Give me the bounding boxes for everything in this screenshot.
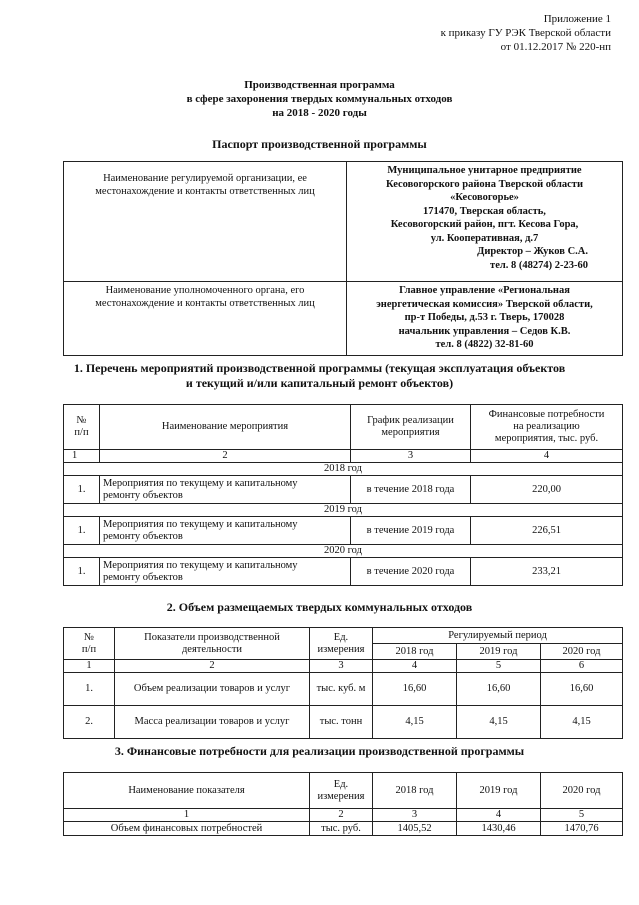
header-indicator [115,628,310,660]
row-name: Объем финансовых потребностей [64,822,310,836]
passport-row [64,162,623,282]
passport-value-line: Главное управление «Региональная [399,285,570,296]
header-year-2020: 2020 год [541,773,623,809]
row-name-line: Мероприятия по текущему и капитальному [103,559,298,571]
document-title [0,78,639,120]
header-line: измерения [317,643,365,655]
row-value: 226,51 [471,517,623,545]
row-name [100,517,351,545]
section1-table [63,404,623,586]
passport-value-line: «Кесовогорье» [450,192,519,203]
column-number: 1 [64,450,100,463]
row-name-line: ремонту объектов [103,571,183,583]
passport-label-cell [64,162,347,282]
column-number: 2 [310,809,373,822]
row-value-2018: 16,60 [373,673,457,706]
passport-row [64,282,623,356]
column-number: 5 [457,660,541,673]
title-line-2: в сфере захоронения твердых коммунальных отходов [186,93,453,105]
appendix-line-3: от 01.12.2017 № 220-нп [500,41,611,53]
table-row [64,476,623,504]
row-num: 1. [64,558,100,586]
row-unit: тыс. тонн [310,706,373,739]
year-row [64,504,623,517]
row-name-line: Мероприятия по текущему и капитальному [103,518,298,530]
passport-value-line: тел. 8 (4822) 32-81-60 [435,339,534,350]
header-line: № [76,415,87,426]
header-year-2019: 2019 год [457,773,541,809]
section1-heading [0,361,639,391]
row-name-line: ремонту объектов [103,489,183,501]
passport-value-line: ул. Кооперативная, д.7 [430,232,539,244]
header-schedule [351,405,471,450]
row-value-2019: 4,15 [457,706,541,739]
passport-value-line: пр-т Победы, д.53 г. Тверь, 170028 [404,312,565,323]
column-number: 4 [471,450,623,463]
header-period: Регулируемый период [373,628,623,644]
passport-label-line: местонахождение и контакты ответственных лиц [95,186,315,197]
header-line: на реализацию [513,421,580,432]
passport-value-cell [347,282,623,356]
passport-value-line: Муниципальное унитарное предприятие [387,165,582,176]
row-schedule: в течение 2020 года [351,558,471,586]
header-line: № [83,631,95,643]
passport-table [63,161,623,356]
section3-table [63,772,623,836]
passport-heading: Паспорт производственной программы [212,137,427,151]
column-number: 2 [115,660,310,673]
section1-heading-line: и текущий и/или капитальный ремонт объектов) [185,376,454,390]
row-value-2018: 1405,52 [373,822,457,836]
table-header-row [64,773,623,809]
passport-label-line: Наименование уполномоченного органа, его [105,285,305,296]
header-num [64,628,115,660]
row-value-2020: 4,15 [541,706,623,739]
header-line: Показатели производственной [144,631,280,643]
row-name: Объем реализации товаров и услуг [115,673,310,706]
table-row [64,822,623,836]
appendix-line-2: к приказу ГУ РЭК Тверской области [440,27,611,39]
column-number: 5 [541,809,623,822]
table-header-row [64,628,623,644]
header-finance [471,405,623,450]
passport-label-line: Наименование регулируемой организации, ее [103,173,307,184]
header-year-2019: 2019 год [457,644,541,660]
column-number-row [64,450,623,463]
header-line: мероприятия, тыс. руб. [494,433,599,444]
section2-heading: 2. Объем размещаемых твердых коммунальных отходов [166,600,473,614]
year-label: 2019 год [64,504,623,517]
table-row [64,706,623,739]
header-line: п/п [74,427,89,438]
column-number: 4 [457,809,541,822]
row-schedule: в течение 2018 года [351,476,471,504]
header-line: п/п [81,643,97,655]
title-line-3: на 2018 - 2020 годы [272,107,367,119]
row-num: 1. [64,476,100,504]
passport-value-line: 171470, Тверская область, [423,205,546,217]
header-num [64,405,100,450]
passport-label-cell [64,282,347,356]
header-year-2020: 2020 год [541,644,623,660]
column-number-row [64,809,623,822]
title-line-1: Производственная программа [244,79,395,91]
row-unit: тыс. куб. м [310,673,373,706]
passport-value-line: Кесовогорский район, пгт. Кесова Гора, [390,219,579,230]
year-row [64,545,623,558]
passport-value-line: энергетическая комиссия» Тверской области, [376,298,593,310]
column-number: 6 [541,660,623,673]
row-value-2018: 4,15 [373,706,457,739]
row-name-line: ремонту объектов [103,530,183,542]
passport-label-line: местонахождение и контакты ответственных лиц [95,298,315,309]
row-name-line: Мероприятия по текущему и капитальному [103,477,298,489]
table-row [64,673,623,706]
column-number: 3 [351,450,471,463]
column-number-row [64,660,623,673]
column-number: 3 [310,660,373,673]
row-name [100,558,351,586]
row-name [100,476,351,504]
passport-value-line: тел. 8 (48274) 2-23-60 [490,259,588,271]
row-value: 233,21 [471,558,623,586]
row-value-2020: 1470,76 [541,822,623,836]
header-line: деятельности [181,643,243,655]
row-value: 220,00 [471,476,623,504]
passport-value-line: Кесовогорского района Тверской области [385,178,583,190]
header-unit [310,773,373,809]
header-year-2018: 2018 год [373,644,457,660]
appendix-line-1: Приложение 1 [543,13,611,25]
row-schedule: в течение 2019 года [351,517,471,545]
section2-table [63,627,623,739]
passport-value-line: Директор – Жуков С.А. [477,246,588,257]
header-line: Ед. [333,778,349,790]
header-name: Наименование мероприятия [100,405,351,450]
row-value-2019: 16,60 [457,673,541,706]
appendix-block [441,12,611,54]
row-unit: тыс. руб. [310,822,373,836]
header-line: Финансовые потребности [488,409,605,420]
passport-value-line: начальник управления – Седов К.В. [398,325,571,337]
column-number: 2 [100,450,351,463]
header-year-2018: 2018 год [373,773,457,809]
column-number: 3 [373,809,457,822]
row-value-2019: 1430,46 [457,822,541,836]
table-row [64,517,623,545]
year-label: 2018 год [64,463,623,476]
section3-heading: 3. Финансовые потребности для реализации производственной программы [114,744,525,758]
row-value-2020: 16,60 [541,673,623,706]
row-name: Масса реализации товаров и услуг [115,706,310,739]
header-line: мероприятия [381,427,440,438]
year-label: 2020 год [64,545,623,558]
header-name: Наименование показателя [64,773,310,809]
column-number: 1 [64,660,115,673]
column-number: 4 [373,660,457,673]
row-num: 2. [64,706,115,739]
year-row [64,463,623,476]
table-header-row [64,405,623,450]
header-line: измерения [317,790,365,802]
header-line: Ед. [333,631,349,643]
column-number: 1 [64,809,310,822]
header-line: График реализации [367,415,454,426]
row-num: 1. [64,517,100,545]
table-row [64,558,623,586]
section1-heading-line: 1. Перечень мероприятий производственной программы (текущая эксплуатация объектов [73,361,566,375]
header-unit [310,628,373,660]
passport-value-cell [347,162,623,282]
row-num: 1. [64,673,115,706]
